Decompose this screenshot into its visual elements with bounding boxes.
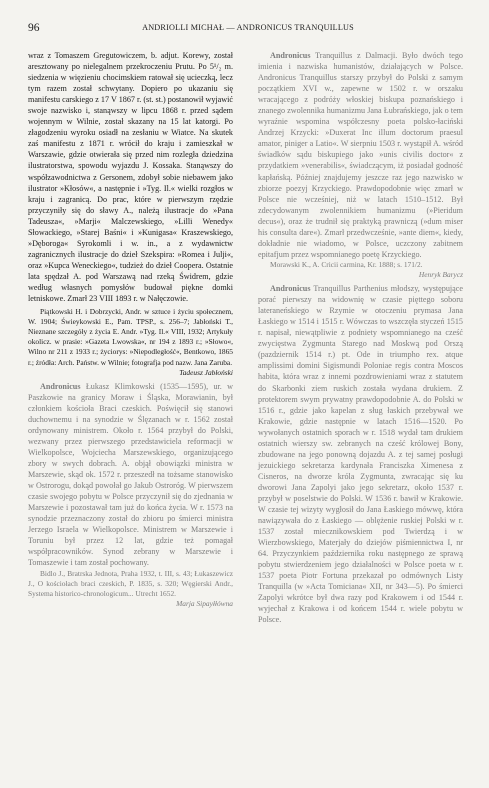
- entry-andronicus-tranquillus-younger: [258, 283, 463, 625]
- entry-signature: Henryk Barycz: [418, 269, 463, 279]
- entry-bibliography: Morawski K., A. Cricii carmina, Kr. 1888; s. 171/2.: [270, 259, 423, 269]
- entry-body: Tranquillus z Dalmacji. Było dwóch tego imienia i nazwiska humanistów, działających w Polsce. Andronicus Tranquillus starszy przybył do Polski z samym początkiem XVI w., zapewne w 1502 r. w orszaku wracającego z podróży włoskiej biskupa poznańskiego i znanego zwolennika humanizmu Jana Łubrańskiego, jak o tem wyraźnie wspomina współczesny poeta polsko-łaciński Andrzej Krzycki: »Duxerat Inc illum doctorum praesul amator, piniger a Latio«. W sierpniu 1503 r. wystąpił A. wśród świadków sądu biskupiego jako »unis civilis doctor« z przydatkiem »venerabilis«, świadczącym, iż posiadał godność kapłańską. Później znajdujemy jeszcze raz jego nazwisko w zbiorze poezyj Krzyckiego. Prawdopodobnie więc zmarł w Polsce nie wcześniej, niż w latach 1510–1512. Był zdecydowanym zwolennikiem humanizmu (»Pieridum decus«), oraz że trudnił się praktyką prawniczą (»dum miser his consulta dare«). Zmarł przedwcześnie, »ante diem«, kiedy, dokładnie nie wiadomo, w Polsce, uczczony zabitnem epitafjum przez wspomnianego poetę Krzyckiego.: [258, 51, 463, 259]
- entry-body: Tranquillus Parthenius młodszy, występujące porać pierwszy na widownię w czasie pięttego soboru lateraneńskiego w Rzymie w otoczeniu prymasa Jana Łaskiego w 1514 i 1515 r. Wówczas to wszczęła styczeń 1515 r. napisał, niewątpliwie z podniety wspomnianego na cześć zwycięstwa Zygmunta Starego nad Moskwą pod Orszą (pazdziernik 1514 r.) pt. Ode in triumpho rex. atque amplissimi domini Sigismundi Poloniae regis contra Moscos habita, która wraz z innemi pozdrowieniami wraz z statutem do Skarbonki ziem ruskich została wydana drukiem. Z protektorem swym prywatny prawdopodobnie A. do Polski w 1516 r., gdzie jako kapelan z sług łaskich przebywał we Krakowie, gdzie następnie w latach 1516—1520. Po wywołanych ostatnich sporach w r. 1518 wydał tam drukiem ostatnich wierszy sw. zebranych na cześć królowej Bony, zbudowane na jego ponowną dojazdu A. z tej samej posługi jezuickiego sekretarza kardynała Franciszka Ximenesa z Cisneros, na dworze króla Zygmunta, zwracając się ku dworowi Jana Zapolyi jako jego sekretarz, około 1537 r. przybył w poselstwie do Polski. W 1536 r. bawił w Krakowie. W czasie tej wizyty wygłosił do Jana Łaskiego mówwę, która nawiązywała do z Łaskiego — oblężenie ruskiej Polski w r. 1537 został miecznikowskiem pod Twierdzą i w Wierzbowskiego, Materjały do dziejów piśmiennictwa I, nr 64. Przyczynkiem października roku następnego ze sprawą pobytu stwierdzeniem jego działalności w Polsce poeta w r. 1537 poeta Piotr Fortuna przekazał po odmównych Listy Tranquilla (w »Acta Tomiciana« XII, nr 343—5). Po śmierci Zapolyi wkrótce był dwa razy pod Krakowem i od 1544 r. wyjechał z Krakowa i od końcem 1544 r. wiele pobytu w Polsce.: [258, 284, 463, 625]
- entry-body: Łukasz Klimkowski (1535—1595), ur. w Paszkowie na granicy Moraw i Śląska, Morawianin, był członkiem kościoła Braci czeskich. Poświęcił się stanowi duchownemu i na synodzie w Ślęzanach w r. 1562 został ordynowany ministrem. Około r. 1564 przybył do Polski, wezwany przez pierwszego przedstawiciela reformacji w Wielkopolsce, Wojciecha Marszewskiego, organizującego zbory w swych dobrach. A. objął obowiązki ministra w Marszewie, skąd ok. 1572 r. przeszedł na tożsame stanowisko w Ostrorogu, dokąd powołał go Jakub Ostroróg. W pierwszem czasie swojego pobytu w Polsce przyczynił się do zjednania w Marszewie i pozostawał tam już do końca życia. W r. 1573 na synodzie przeznaczony został do zbioru po śmierci ministra Jerzego Israela w Wielkopolsce. Ministrem w Marszewie i Toruniu był przez 12 lat, gdzie też pomagał współpracowników. Synod zebrany w Marszewie i Tomaszewie i tam został pochowany.: [28, 381, 233, 568]
- article-signature: Tadeusz Jabłoński: [179, 367, 233, 377]
- entry-signature: Marja Sipayłłówna: [176, 598, 233, 608]
- running-title: ANDRIOLLI MICHAŁ — ANDRONICUS TRANQUILLUS: [142, 23, 354, 32]
- right-column: [258, 50, 463, 626]
- entry-headword: Andronicus: [270, 284, 311, 294]
- left-column: [28, 50, 233, 609]
- entry-andronicus-klimkowski: [28, 381, 233, 569]
- article-bibliography: Piątkowski H. i Dobrzycki, Andr. w sztuce i życiu społecznem, W. 1904; Świeykowski E., Pam. TPSP., s. 256–7; Jabłoński T., Nieznane szczegóły z życia E. Andr. »Tyg. Il.« VIII, 1932; Artykuły okolicz. w prasie: »Gazeta Lwowska«, nr 194 z 1893 r.; »Słowo«, Wilno nr 211 z 1933 r.; życiorys: »Niepodległość«, Bentkowo, 1865 r.; źródła: Arch. Państw. w Wilnie; fotografja pod nazw. Jana Zaruba.: [28, 307, 233, 367]
- article-continuation-text: wraz z Tomaszem Gregutowiczem, b. adjut. Korewy, został aresztowany po nielegalnem przekroczeniu Prutu. Po 5¹/₂ m. siedzenia w więzieniu chocimskiem ratował się ucieczką, lecz tym razem został schwytany. Dopiero po ukazaniu się manifestu carskiego z 17 V 1867 r. (st. st.) postanowił wyjawić swoje nazwisko i, stanąwszy w lipcu 1868 r. przed sądem wojennym w Wilnie, został skazany na 15 lat katorgi. Po złagodzeniu wyroku osiadł na zesłaniu w Wiatce. Na skutek zaś manifestu z 1871 r. wrócił do kraju i zamieszkał w Warszawie, gdzie otwierała się przed nim rozległa dziedzina ilustratorstwa, spowodu wyjazdu J. Kossaka. Stanąwszy do współzawodnictwa z Gersonem, zdobył sobie niebawem jako ilustrator »Kłosów«, a następnie i »Tyg. Il.« wielki rozgłos w kraju i zagranicą. Do prac, które w pierwszym rzędzie przyczyniły się do sławy A., należą ilustracje do »Pana Tadeusza«, »Marji« Malczewskiego, »Lilli Wenedy« Słowackiego, »Starej Baśni« i »Kunigasa« Kraszewskiego, »Dęboroga« Syrokomli i w. in., a z wydawnictw zagranicznych ilustracje do dzieł Szekspira: »Romea i Julji«, oraz »Kupca Weneckiego«, tudzież do dzieł Coopera. Ostatnie lata spędzał A. pod Warszawą nad rzeką Świdrem, gdzie według własnych pomysłów budował piękne domki letniskowe. Zmarł 23 VIII 1893 r. w Nałęczowie.: [28, 51, 233, 304]
- entry-bibliography: Bidlo J., Bratrska Jednota, Praha 1932, t. III, s. 43; Łukaszewicz J., O kościołach braci czeskich, P. 1835, s. 320; Węgierski Andr., Systema historico-chronologicum... Utrecht 1652.: [28, 568, 233, 598]
- page-number: 96: [28, 22, 40, 34]
- entry-headword: Andronicus: [270, 51, 311, 60]
- entry-headword: Andronicus: [40, 381, 81, 391]
- entry-andronicus-tranquillus-elder: [258, 50, 463, 260]
- page-header: [28, 22, 468, 36]
